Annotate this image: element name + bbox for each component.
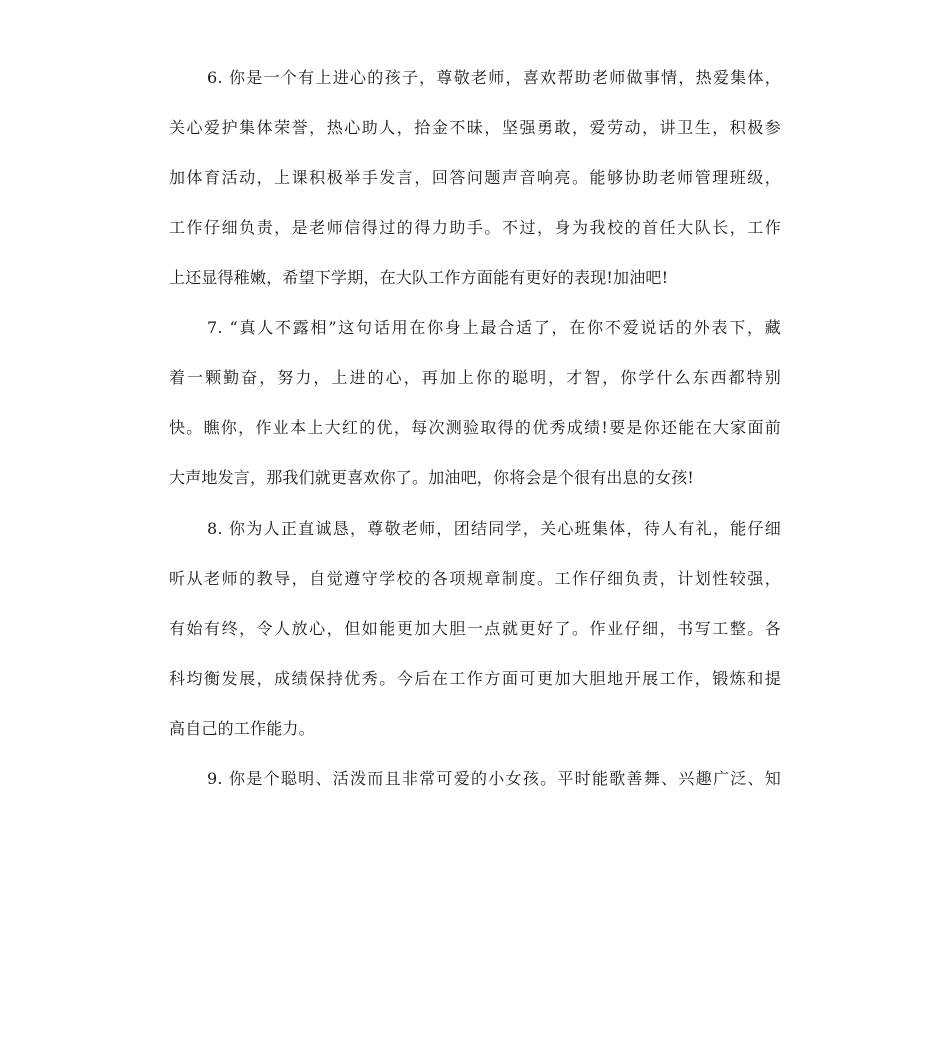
paragraph-line: 快。瞧你，作业本上大红的优，每次测验取得的优秀成绩!要是你还能在大家面前 <box>169 418 781 437</box>
paragraph-line: 着一颗勤奋，努力，上进的心，再加上你的聪明，才智，你学什么东西都特别 <box>169 368 781 387</box>
paragraph-line: 高自己的工作能力。 <box>169 719 315 738</box>
paragraph-line: 上还显得稚嫩，希望下学期，在大队工作方面能有更好的表现!加油吧! <box>169 268 669 287</box>
paragraph-line: 科均衡发展，成绩保持优秀。今后在工作方面可更加大胆地开展工作，锻炼和提 <box>169 669 781 688</box>
paragraph-line: 9. 你是个聪明、活泼而且非常可爱的小女孩。平时能歌善舞、兴趣广泛、知 <box>207 769 781 788</box>
paragraph-line: 8. 你为人正直诚恳，尊敬老师，团结同学，关心班集体，待人有礼，能仔细 <box>207 519 781 538</box>
paragraph-line: 有始有终，令人放心，但如能更加大胆一点就更好了。作业仔细，书写工整。各 <box>169 619 781 638</box>
paragraph-line: 听从老师的教导，自觉遵守学校的各项规章制度。工作仔细负责，计划性较强， <box>169 569 781 588</box>
paragraph-line: 工作仔细负责，是老师信得过的得力助手。不过，身为我校的首任大队长，工作 <box>169 218 781 237</box>
paragraph-line: 加体育活动，上课积极举手发言，回答问题声音响亮。能够协助老师管理班级， <box>169 168 781 187</box>
paragraph-line: 关心爱护集体荣誉，热心助人，拾金不昧，坚强勇敢，爱劳动，讲卫生，积极参 <box>169 118 781 137</box>
paragraph-line: 大声地发言，那我们就更喜欢你了。加油吧，你将会是个很有出息的女孩! <box>169 468 695 487</box>
paragraph-line: 6. 你是一个有上进心的孩子，尊敬老师，喜欢帮助老师做事情，热爱集体， <box>207 68 781 87</box>
paragraph-line: 7. “真人不露相”这句话用在你身上最合适了，在你不爱说话的外表下，藏 <box>207 318 781 337</box>
